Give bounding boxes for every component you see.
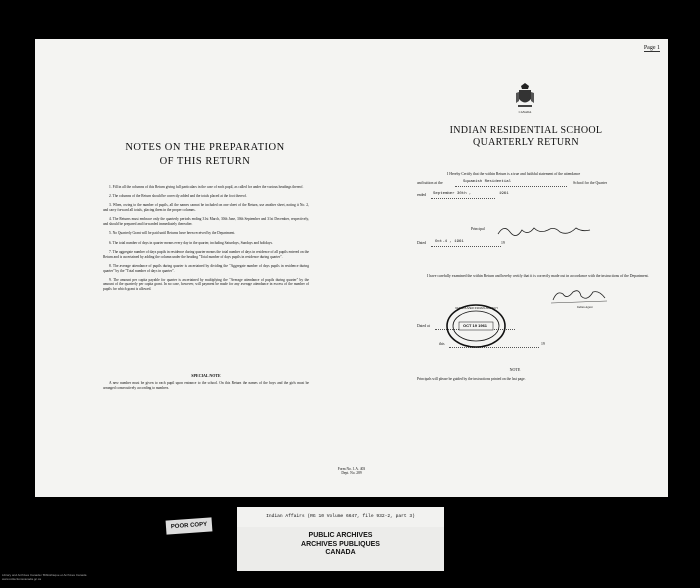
poor-copy-stamp: POOR COPY — [166, 517, 213, 534]
notes-list — [103, 185, 309, 296]
stamp-date: OCT 19 1961 — [463, 323, 488, 328]
return-title-line2: QUARTERLY RETURN — [473, 137, 579, 148]
return-title — [411, 125, 641, 149]
credit-text — [2, 574, 122, 581]
notes-panel — [35, 39, 351, 497]
ended-year-field: 1961 — [499, 192, 509, 196]
ended-date-field: September 30th , — [433, 192, 472, 196]
credit-line2: www.collectionscanada.gc.ca — [2, 576, 42, 581]
form-number — [35, 467, 668, 476]
note-item: 3. When, owing to the number of pupils, all the names cannot be included on one sheet of the Return, use another sheet, noting it No. 2, and carry forward all totals, placing them in the proper columns. — [103, 203, 309, 213]
notes-title — [85, 141, 325, 169]
canada-label: CANADA — [518, 110, 532, 114]
principal-signature-icon — [494, 222, 594, 240]
note-item: 9. The amount per capita payable for quarter is ascertained by multiplying the "Average attendance of pupils during quarter" by the amount of the quarterly per capita grant. In no case, however, will payment be made for any average attendance in excess of the number of pupils for which grant is allowed. — [103, 277, 309, 292]
note-item: 2. The columns of the Return should be correctly added and the totals placed at the foot thereof. — [109, 194, 247, 199]
document-page — [35, 39, 668, 497]
note-text: Principals will please be guided by the instructions printed on the last page. — [417, 377, 526, 381]
and-tuition-label: and tuition at the — [417, 181, 443, 185]
note-item: 6. The total number of days in quarter means every day in the quarter, including Saturdays, Sundays and holidays. — [109, 240, 273, 245]
note-item: 1. Fill in all the columns of this Return giving full particulars in the case of each pupil, as called for under the various headings thereof. — [109, 185, 304, 189]
stamp-top-text: VANCOUVER INDIAN AGENCY — [455, 306, 499, 310]
note-heading: NOTE — [509, 367, 521, 372]
special-note-heading: SPECIAL NOTE — [191, 373, 221, 378]
note-item: 5. No Quarterly Grant will be paid until Returns have been received by the Department. — [109, 231, 236, 236]
agent-label: Indian Agent — [577, 305, 593, 309]
school-name-field: Squamish Residential — [463, 180, 512, 184]
agent-signature-icon — [549, 286, 609, 306]
dated-label: Dated — [417, 241, 427, 245]
dated-field: Oct.4 , 1961 — [435, 240, 464, 244]
return-panel — [351, 39, 668, 497]
form-no: Form No. I. A. 403 — [337, 467, 366, 471]
archive-line1: PUBLIC ARCHIVES — [308, 532, 373, 539]
principal-label: Principal — [471, 227, 485, 231]
ended-label: ended — [417, 193, 427, 197]
this-year-label: 19 — [541, 342, 545, 346]
page-number: Page 1 — [643, 45, 660, 51]
coat-of-arms-icon — [516, 83, 534, 109]
archive-line2: ARCHIVES PUBLIQUES — [301, 540, 380, 548]
notes-title-line1: NOTES ON THE PREPARATION — [125, 142, 285, 153]
note-item: 8. The average attendance of pupils during quarter is ascertained by dividing the "Aggregate number of days pupils in residence during quarter" by the "Total number of days in quarter". — [103, 263, 309, 273]
archive-reference-label: Indian Affairs (RG 10 Volume 6647, file 932-2, part 3) — [237, 507, 444, 527]
form-sub: Dept. No. 289 — [341, 471, 362, 476]
dated-at-label: Dated at — [417, 324, 430, 328]
credit-line1: Library and Archives Canada / Bibliothèque et Archives Canada — [2, 573, 87, 577]
return-title-line1: INDIAN RESIDENTIAL SCHOOL — [449, 125, 603, 136]
certify-text: I Hereby Certify that the within Return is a true and faithful statement of the attendance — [447, 172, 581, 176]
special-note-text: A new number must be given to each pupil upon entrance to the school. On this Return the names of the boys and the girls must be arranged consecutively according to numbers. — [103, 381, 309, 390]
note-item: 7. The aggregate number of days pupils in residence during quarter means the total number of days in residence of all pupils entered on the Return and is ascertained by adding the column under the heading "Total number of days pupils in residence during quarter". — [103, 249, 309, 259]
dated-year-label: 19 — [501, 241, 505, 245]
note-item: 4. The Returns must embrace only the quarterly periods ending 31st March, 30th June, 30th September and 31st December, respectively, and should be prepared and forwarded immediately thereafter. — [103, 217, 309, 227]
examined-text: I have carefully examined the within Return and hereby certify that it is correctly made out in accordance with the instructions of the Department. — [427, 274, 649, 278]
school-for-quarter-label: School for the Quarter — [573, 181, 608, 185]
this-label: this — [439, 342, 445, 346]
archive-line3: CANADA — [325, 549, 356, 556]
public-archives-label — [237, 527, 444, 571]
notes-title-line2: OF THIS RETURN — [159, 156, 251, 167]
